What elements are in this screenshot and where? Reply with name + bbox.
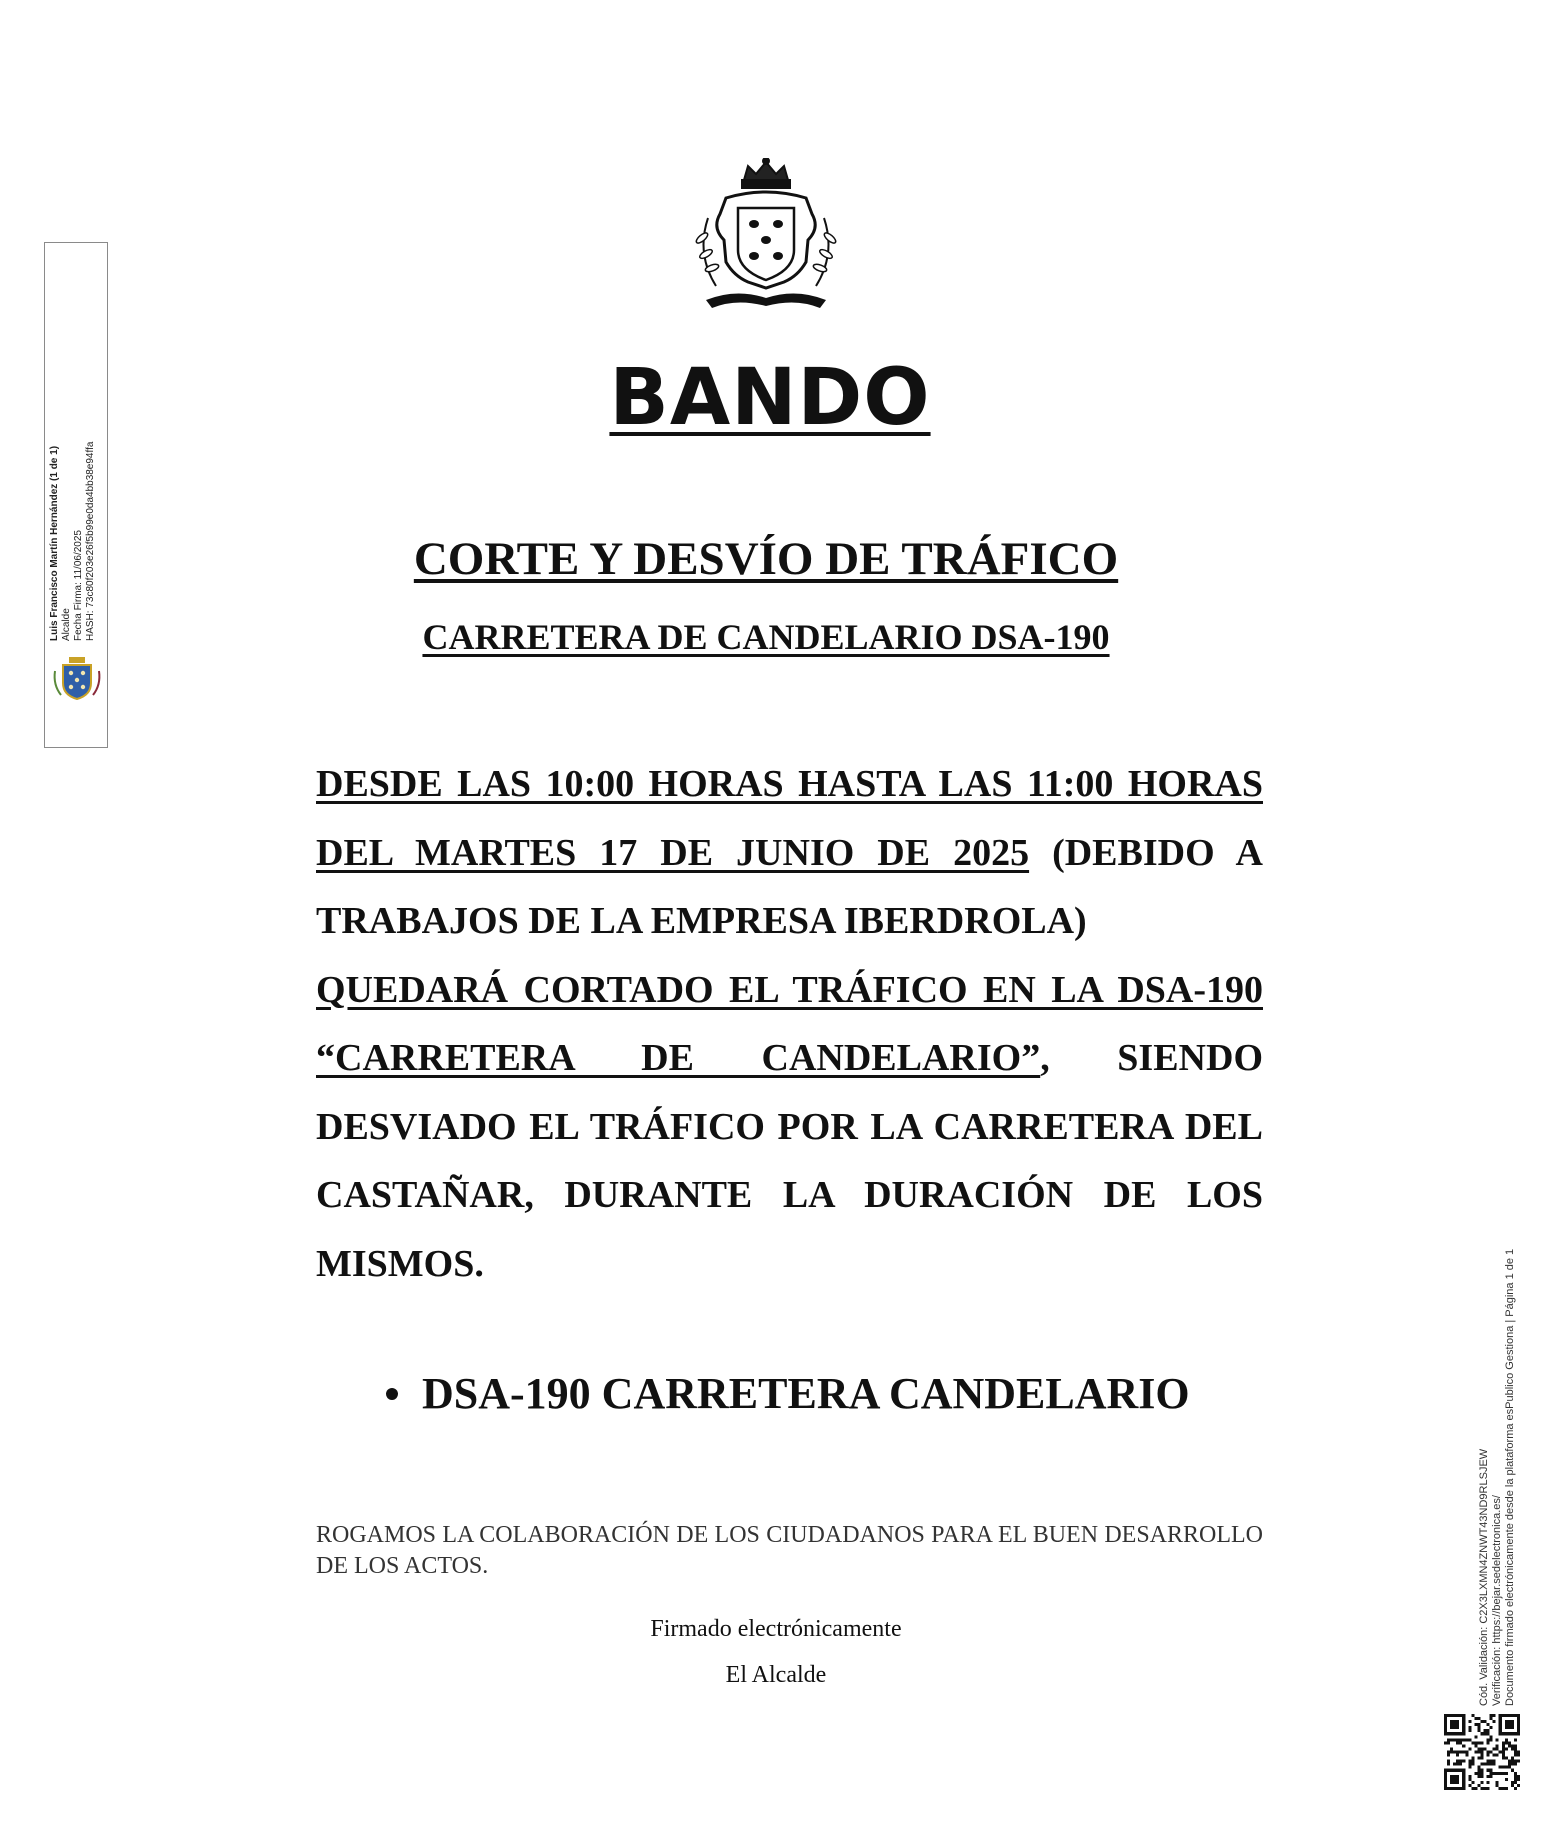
- closure-text: QUEDARÁ CORTADO EL TRÁFICO EN LA DSA-190 “CARRETERA DE CANDELARIO”: [316, 968, 1263, 1079]
- signature-date: Fecha Firma: 11/06/2025: [73, 530, 84, 641]
- signature-hash: HASH: 73c80f203e26f5b99e0da4bb38e94ffa: [85, 441, 96, 641]
- signed-electronically-text: Firmado electrónicamente: [650, 1616, 902, 1642]
- notice-subtitle: CORTE Y DESVÍO DE TRÁFICO: [413, 533, 1119, 585]
- signature-stamp-text: [49, 141, 97, 641]
- coat-of-arms-icon: [686, 158, 846, 310]
- signer-position: Alcalde: [61, 608, 72, 641]
- notice-body: [316, 750, 1263, 1298]
- verification-url: Verificación: https://bejar.sedelectronica.es/: [1491, 1495, 1503, 1706]
- qr-code-icon: [1444, 1714, 1520, 1790]
- detour-text: , SIENDO DESVIADO EL TRÁFICO POR LA CARRETERA DEL CASTAÑAR, DURANTE LA DURACIÓN DE LOS MISMOS.: [316, 1037, 1263, 1285]
- coat-of-arms-small-icon: [49, 653, 105, 703]
- signer-role: El Alcalde: [725, 1662, 827, 1688]
- bullet-dot-icon: [386, 1388, 398, 1400]
- reason-text: (DEBIDO A TRABAJOS DE LA EMPRESA IBERDROLA): [316, 831, 1263, 942]
- verification-strip: [1478, 1146, 1517, 1706]
- bullet-list-item: [386, 1366, 1286, 1422]
- page-title: BANDO: [609, 353, 931, 443]
- time-range-text: DESDE LAS 10:00 HORAS HASTA LAS 11:00 HORAS DEL MARTES 17 DE JUNIO DE 2025: [316, 763, 1263, 874]
- signer-name: Luis Francisco Martín Hernández (1 de 1): [49, 445, 60, 641]
- platform-note: Documento firmado electrónicamente desde la plataforma esPublico Gestiona | Página 1 de 1: [1504, 1248, 1516, 1706]
- bullet-item-label: DSA-190 CARRETERA CANDELARIO: [422, 1369, 1190, 1418]
- signature-stamp: [44, 242, 108, 748]
- road-heading: CARRETERA DE CANDELARIO DSA-190: [422, 617, 1110, 657]
- validation-code: Cód. Validación: C2X3LXMN4ZNWT43ND9RLSJEW: [1478, 1448, 1490, 1706]
- collaboration-note: ROGAMOS LA COLABORACIÓN DE LOS CIUDADANOS PARA EL BUEN DESARROLLO DE LOS ACTOS.: [316, 1522, 1263, 1579]
